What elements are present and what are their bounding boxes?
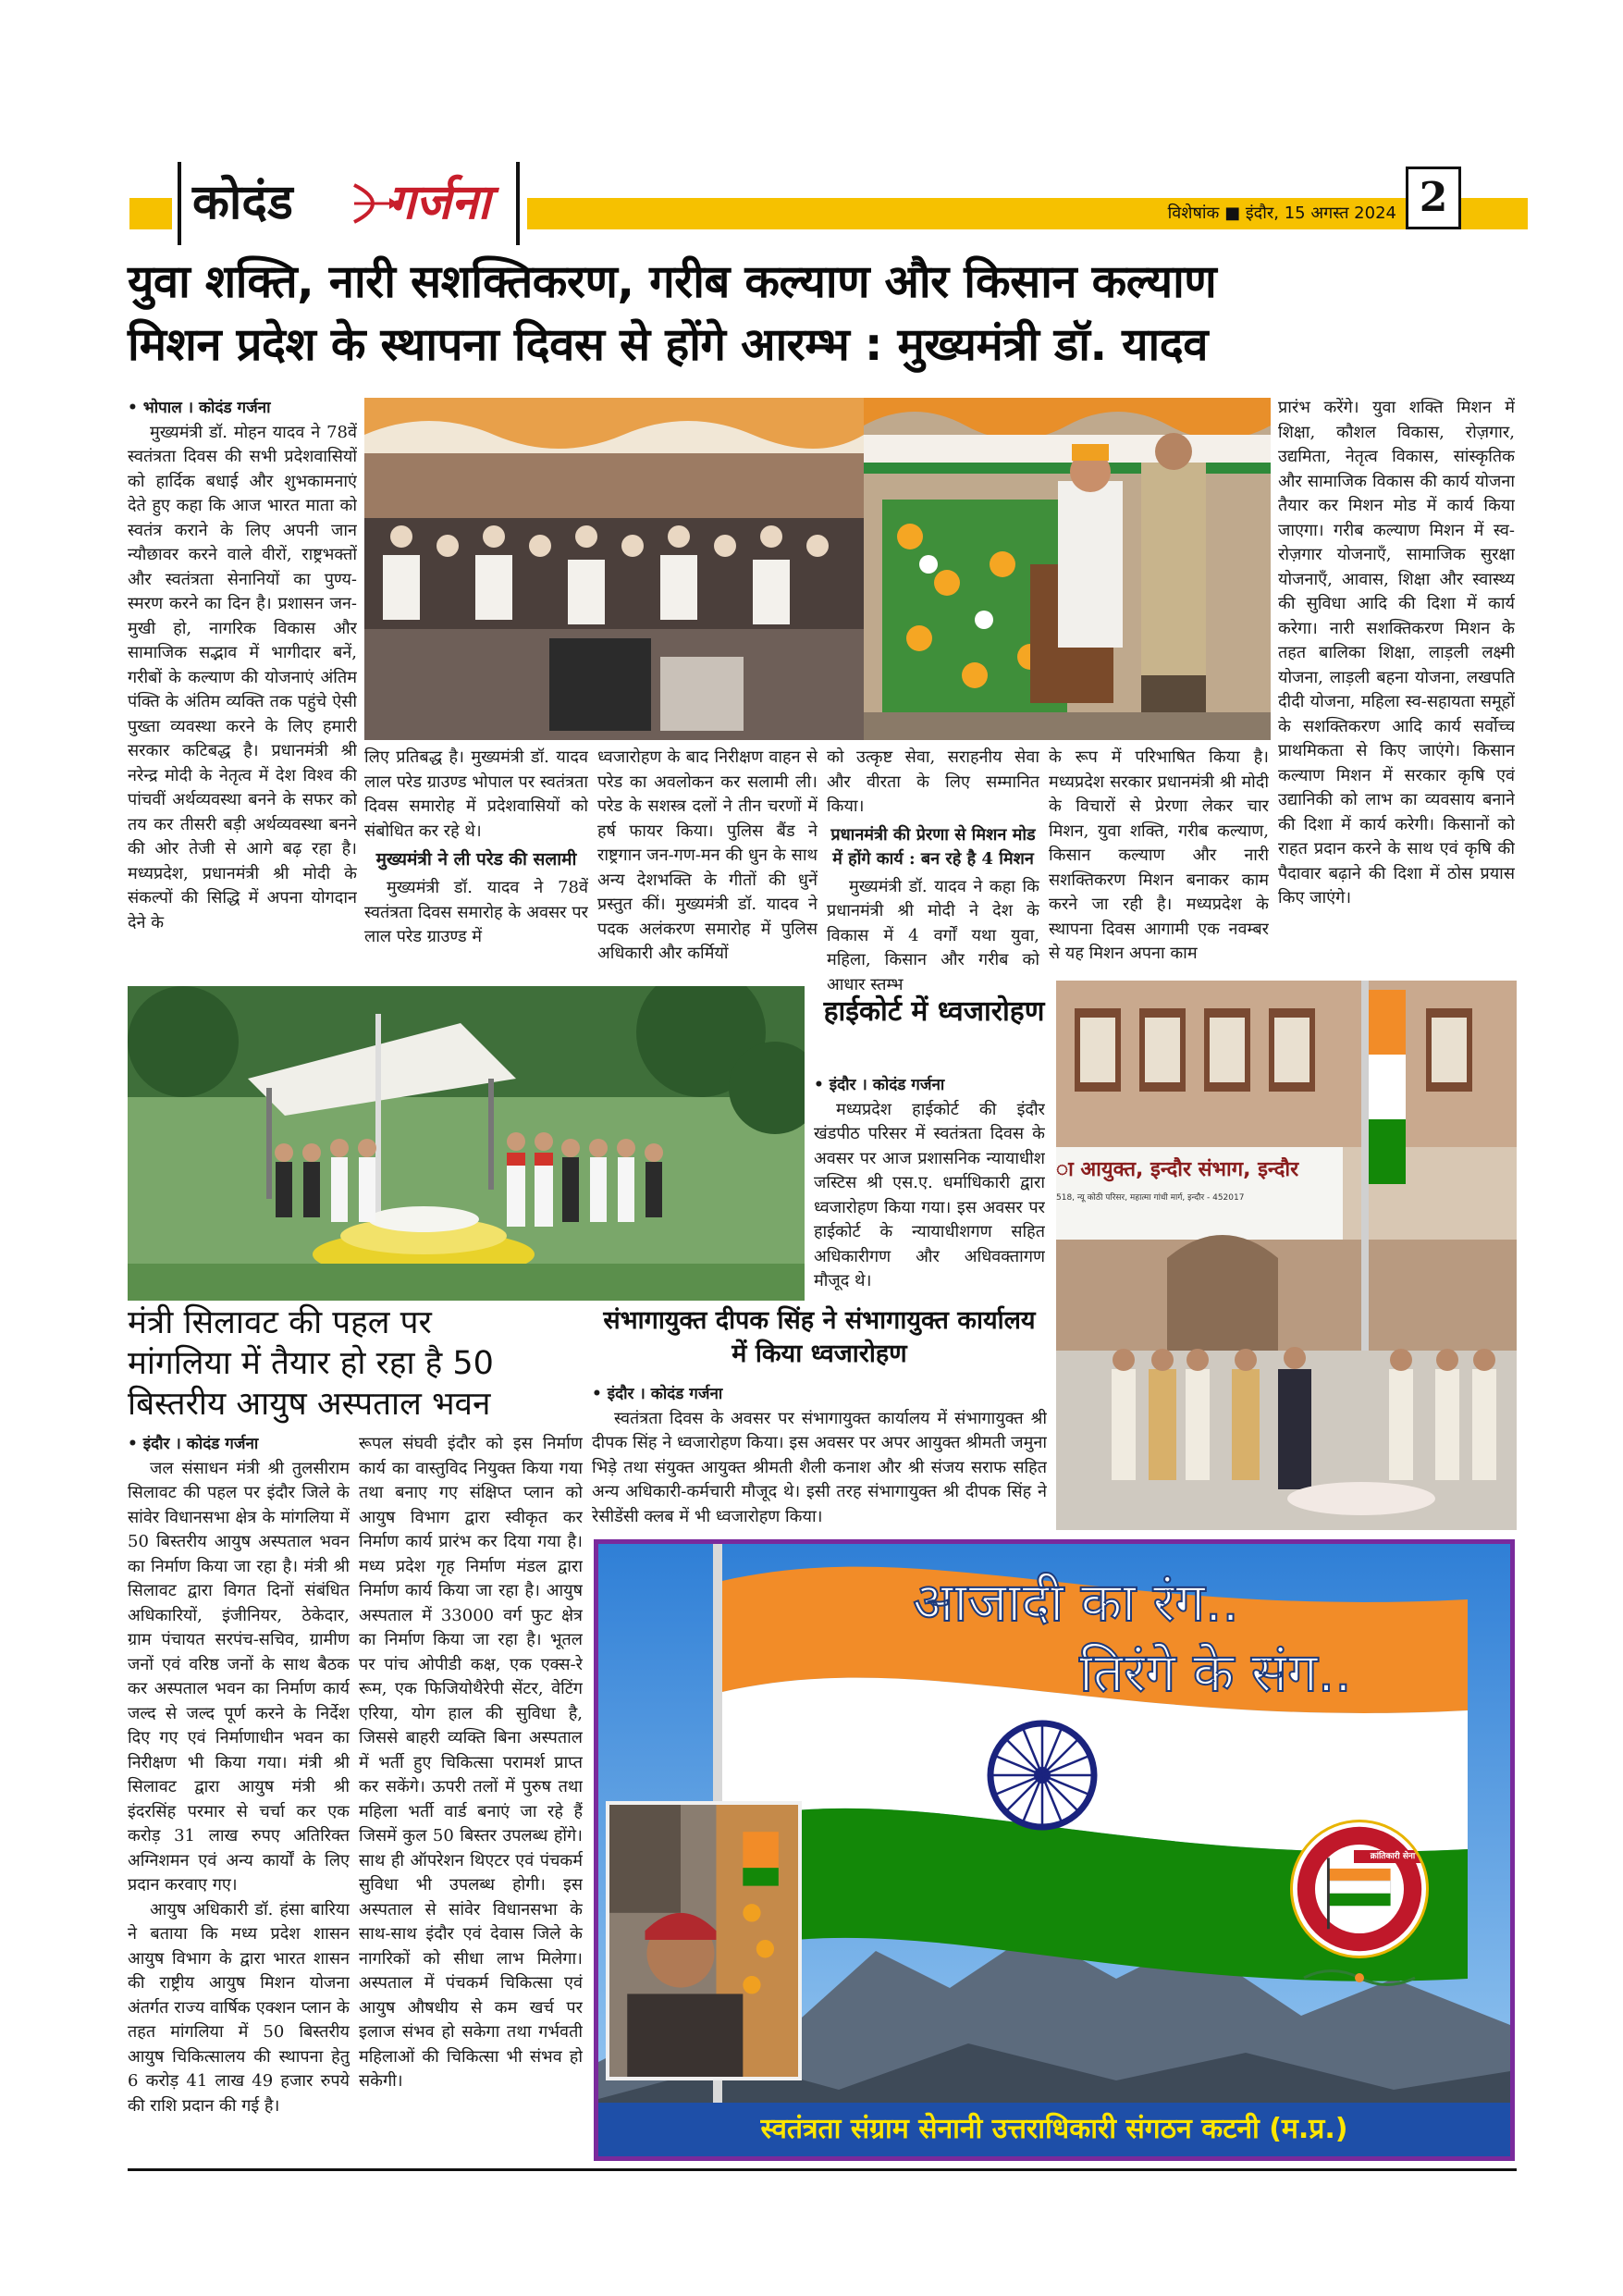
masthead-yellow-bar-left xyxy=(129,198,172,229)
lead-col1-text: मुख्यमंत्री डॉ. मोहन यादव ने 78वें स्वतंत्रता दिवस की सभी प्रदेशवासियों को हार्दिक बधाई और शुभकामनाएं देते हुए कहा कि आज भारत माता को स्वतंत्र कराने के लिए अपनी जान न्यौछावर करने वाले वीरों, राष्ट्रभक्तों और स्वतंत्रता सेनानियों का पुण्य-स्मरण करने का दिन है। प्रशासन जन-मुखी हो, नागरिक विकास और सामाजिक सद्भाव में भागीदार बनें, गरीबों के कल्याण की योजनाएं अंतिम पंक्ति के अंतिम व्यक्ति तक पहुंचे ऐसी पुख्ता व्यवस्था करने के लिए हमारी सरकार कटिबद्ध है। प्रधानमंत्री श्री नरेन्द्र मोदी के नेतृत्व में देश विश्व की पांचवीं अर्थव्यवस्था बनने के सफर को तय कर तीसरी बड़ी अर्थव्यवस्था बनने की ओर तेजी से आगे बढ़ रहा है। मध्यप्रदेश, प्रधानमंत्री श्री मोदी के संकल्पों की सिद्धि में अपना योगदान देने के xyxy=(128,422,357,932)
sambhag-text: स्वतंत्रता दिवस के अवसर पर संभागायुक्त कार्यालय में संभागायुक्त श्री दीपक सिंह ने ध्वजारोहण किया। इस अवसर पर अपर आयुक्त श्रीमती जमुना भिड़े तथा संयुक्त आयुक्त श्रीमती शैली कनाश और श्री संजय सराफ सहित अन्य अधिकारी-कर्मचारी मौजूद थे। इसी तरह संभागायुक्त श्री दीपक सिंह ने रेसीडेंसी क्लब में भी ध्वजारोहण किया। xyxy=(592,1408,1047,1526)
lead-col6-text: प्रारंभ करेंगे। युवा शक्ति मिशन में शिक्षा, कौशल विकास, रोज़गार, उद्यमिता, नेतृत्व विकास, सांस्कृतिक और सामाजिक विकास की कार्य योजना तैयार कर मिशन मोड में कार्य किया जाएगा। गरीब कल्याण मिशन में स्व-रोज़गार योजनाएँ, सामाजिक सुरक्षा योजनाएँ, आवास, शिक्षा और स्वास्थ्य की सुविधा आदि की दिशा में कार्य करेगा। नारी सशक्तिकरण मिशन के तहत बालिका शिक्षा, लाड़ली लक्ष्मी योजना, लाड़ली बहना योजना, लखपति दीदी योजना, महिला स्व-सहायता समूहों के सशक्तिकरण आदि कार्य सर्वोच्च प्राथमिकता से किए जाएंगे। किसान कल्याण मिशन में सरकार कृषि एवं उद्यानिकी को लाभ का व्यवसाय बनाने की दिशा में कार्य करेगी। किसानों को राहत प्रदान करने के साथ एवं कृषि की पैदावार बढ़ाने की दिशा में ठोस प्रयास किए जाएंगे। xyxy=(1278,398,1515,907)
lead-column-4 xyxy=(827,746,1039,1006)
logo-part2: गर्जना xyxy=(388,175,491,230)
page-number-box xyxy=(1406,167,1461,229)
lead-col4-text2: मुख्यमंत्री डॉ. यादव ने कहा कि प्रधानमंत्री श्री मोदी ने देश के विकास में 4 वर्गों यथा युवा, महिला, किसान और गरीब को आधार स्तम्भ xyxy=(827,876,1039,994)
office-sign-address: 518, न्यू कोठी परिसर, महात्मा गांधी मार्ग, इन्दौर - 452017 xyxy=(1056,1193,1245,1203)
highcourt-text: मध्यप्रदेश हाईकोर्ट की इंदौर खंडपीठ परिसर में स्वतंत्रता दिवस के अवसर पर आज प्रशासनिक न्यायाधीश जस्टिस श्री एस.ए. धर्माधिकारी द्वारा ध्वजारोहण किया गया। इस अवसर पर हाईकोर्ट के न्यायाधीशगण सहित अधिकारीगण और अधिवक्तागण मौजूद थे। xyxy=(814,1099,1045,1290)
masthead-divider-right xyxy=(516,162,520,245)
hospital-col2-text: रूपल संघवी इंदौर को इस निर्माण कार्य का वास्तुविद नियुक्त किया गया तथा बनाए गए संक्षिप्त प्लान को आयुष विभाग द्वारा स्वीकृत कर निर्माण कार्य प्रारंभ कर दिया गया है। मध्य प्रदेश गृह निर्माण मंडल द्वारा निर्माण कार्य किया जा रहा है। आयुष अस्पताल में 33000 वर्ग फुट क्षेत्र का निर्माण किया जा रहा है। भूतल पर पांच ओपीडी कक्ष, एक एक्स-रे रूम, एक फिजियोथैरेपी सेंटर, वेटिंग एरिया, योग हाल की सुविधा है, जिससे बाहरी व्यक्ति बिना अस्पताल में भर्ती हुए चिकित्सा परामर्श प्राप्त कर सकेंगे। ऊपरी तलों में पुरुष तथा महिला भर्ती वार्ड बनाएं जा रहे हैं जिसमें कुल 50 बिस्तर उपलब्ध होंगे। साथ ही ऑपरेशन थिएटर एवं पंचकर्म सुविधा भी उपलब्ध होगी। इस अस्पताल से सांवेर विधानसभा के साथ-साथ इंदौर एवं देवास जिले के नागरिकों को सीधा लाभ मिलेगा। अस्पताल में पंचकर्म चिकित्सा एवं आयुष औषधीय से कम खर्च पर इलाज संभव हो सकेगा तथा गर्भवती महिलाओं की चिकित्सा भी संभव हो सकेगी। xyxy=(359,1434,583,2091)
lead-column-2 xyxy=(364,746,588,1006)
lead-column-6 xyxy=(1278,396,1515,984)
sambhag-headline: संभागायुक्त दीपक सिंह ने संभागायुक्त कार्यालय में किया ध्वजारोहण xyxy=(603,1306,1036,1368)
logo-part1: कोदंड xyxy=(192,175,293,230)
ad-badge-text: क्रांतिकारी सेना xyxy=(1354,1850,1429,1863)
portrait-image xyxy=(609,1805,798,2077)
hospital-col1-text: जल संसाधन मंत्री श्री तुलसीराम सिलावट की पहल पर इंदौर जिले के सांवेर विधानसभा क्षेत्र के मांगलिया में 50 बिस्तरीय आयुष अस्पताल भवन का निर्माण किया जा रहा है। मंत्री श्री सिलावट द्वारा विगत दिनों संबंधित अधिकारियों, इंजीनियर, ठेकेदार, ग्राम पंचायत सरपंच-सचिव, ग्रामीण जनों एवं वरिष्ठ जनों के साथ बैठक कर अस्पताल भवन का निर्माण कार्य जल्द से जल्द पूर्ण करने के निर्देश दिए गए एवं निर्माणाधीन भवन का निरीक्षण भी किया गया। मंत्री श्री सिलावट द्वारा आयुष मंत्री श्री इंदरसिंह परमार से चर्चा कर एक करोड़ 31 लाख रुपए अतिरिक्त अग्निशमन एवं अन्य कार्यों के लिए प्रदान करवाए गए। xyxy=(128,1458,350,1895)
lead-col5-text: के रूप में परिभाषित किया है। मध्यप्रदेश सरकार प्रधानमंत्री श्री मोदी के विचारों से प्रेरणा लेकर चार मिशन, युवा शक्ति, गरीब कल्याण, किसान कल्याण और नारी सशक्तिकरण मिशन बनाकर काम करने जा रही है। मध्यप्रदेश के स्थापना दिवस आगामी एक नवम्बर से यह मिशन अपना काम xyxy=(1049,747,1269,963)
sambhag-dateline: • इंदौर । कोदंड गर्जना xyxy=(592,1385,723,1403)
office-sign-text: ा आयुक्त, इन्दौर संभाग, इन्दौर xyxy=(1056,1158,1299,1181)
tiranga-advertisement xyxy=(594,1539,1515,2161)
highcourt-story xyxy=(814,1073,1045,1299)
page-bottom-rule xyxy=(128,2168,1517,2171)
hospital-headline-line1: मंत्री सिलावट की पहल पर xyxy=(128,1304,432,1341)
ad-footer-banner xyxy=(598,2103,1510,2156)
lead-column-5 xyxy=(1049,746,1269,1006)
lead-headline-line1: युवा शक्ति, नारी सशक्तिकरण, गरीब कल्याण और किसान कल्याण xyxy=(128,255,1217,308)
hospital-column-2 xyxy=(359,1432,583,2161)
lead-col4-subheading: प्रधानमंत्री की प्रेरणा से मिशन मोड में होंगे कार्य : बन रहे है 4 मिशन xyxy=(830,824,1036,869)
masthead xyxy=(129,148,1517,250)
freedom-fighter-emblem-icon xyxy=(1293,1822,1426,1956)
lead-headline-line2: मिशन प्रदेश के स्थापना दिवस से होंगे आरम्भ : मुख्यमंत्री डॉ. यादव xyxy=(128,318,1208,371)
masthead-divider-left xyxy=(178,162,181,245)
hospital-column-1 xyxy=(128,1432,350,2161)
ad-badge xyxy=(1290,1820,1429,1958)
photo-highcourt-flag-hoisting xyxy=(128,986,805,1301)
hospital-headline-line3: बिस्तरीय आयुष अस्पताल भवन xyxy=(128,1386,491,1423)
hospital-col1-text2: आयुष अधिकारी डॉ. हंसा बारिया ने बताया कि मध्य प्रदेश शासन आयुष विभाग के द्वारा भारत शासन की राष्ट्रीय आयुष मिशन योजना अंतर्गत राज्य वार्षिक एक्शन प्लान के तहत मांगलिया में 50 बिस्तरीय आयुष चिकित्सालय की स्थापना हेतु 6 करोड़ 41 लाख 49 हजार रुपये की राशि प्रदान की गई है। xyxy=(128,1899,350,2116)
hospital-headline-line2: मांगलिया में तैयार हो रहा है 50 xyxy=(128,1345,494,1382)
lead-col2-subheading: मुख्यमंत्री ने ली परेड की सलामी xyxy=(375,849,577,870)
highcourt-headline: हाईकोर्ट में ध्वजारोहण xyxy=(823,995,1045,1028)
ad-footer-text: स्वतंत्रता संग्राम सेनानी उत्तराधिकारी संगठन कटनी (म.प्र.) xyxy=(760,2113,1348,2145)
photo-chief-minister-speech xyxy=(864,398,1271,740)
lead-col4-text: को उत्कृष्ट सेवा, सराहनीय सेवा और वीरता के लिए सम्मानित किया। xyxy=(827,747,1039,816)
lead-column-1 xyxy=(128,396,357,1006)
ad-portrait-photo xyxy=(606,1801,802,2080)
ad-slogan-line1: आजादी का रंग.. xyxy=(913,1571,1239,1634)
lead-col2-text2: मुख्यमंत्री डॉ. यादव ने 78वें स्वतंत्रता दिवस समारोह के अवसर पर लाल परेड ग्राउण्ड में xyxy=(364,878,588,946)
photo-commissioner-office xyxy=(1056,981,1517,1530)
lead-col2-text: लिए प्रतिबद्ध है। मुख्यमंत्री डॉ. यादव लाल परेड ग्राउण्ड भोपाल पर स्वतंत्रता दिवस समारोह में प्रदेशवासियों को संबोधित कर रहे थे। xyxy=(364,747,588,841)
lead-dateline: • भोपाल । कोदंड गर्जना xyxy=(128,399,271,417)
edition-line: विशेषांक ■ इंदौर, 15 अगस्त 2024 xyxy=(1167,204,1396,223)
decorative-flourish-icon xyxy=(1299,1964,1420,1992)
page-number: 2 xyxy=(1419,174,1448,221)
photo-ceremony-audience xyxy=(364,398,864,740)
ad-slogan-line2: तिरंगे के संग.. xyxy=(1079,1641,1352,1704)
sambhag-story xyxy=(592,1382,1047,1530)
lead-column-3 xyxy=(597,746,818,1006)
lead-col3-text: ध्वजारोहण के बाद निरीक्षण वाहन से परेड का अवलोकन कर सलामी ली। परेड के सशस्त्र दलों ने तीन चरणों में हर्ष फायर किया। पुलिस बैंड ने राष्ट्रगान जन-गण-मन की धुन के साथ अन्य देशभक्ति के गीतों की धुनें प्रस्तुत कीं। मुख्यमंत्री डॉ. यादव ने पदक अलंकरण समारोह में पुलिस अधिकारी और कर्मियों xyxy=(597,747,818,963)
hospital-dateline: • इंदौर । कोदंड गर्जना xyxy=(128,1435,259,1453)
highcourt-dateline: • इंदौर । कोदंड गर्जना xyxy=(814,1076,945,1094)
masthead-logo xyxy=(192,170,507,235)
